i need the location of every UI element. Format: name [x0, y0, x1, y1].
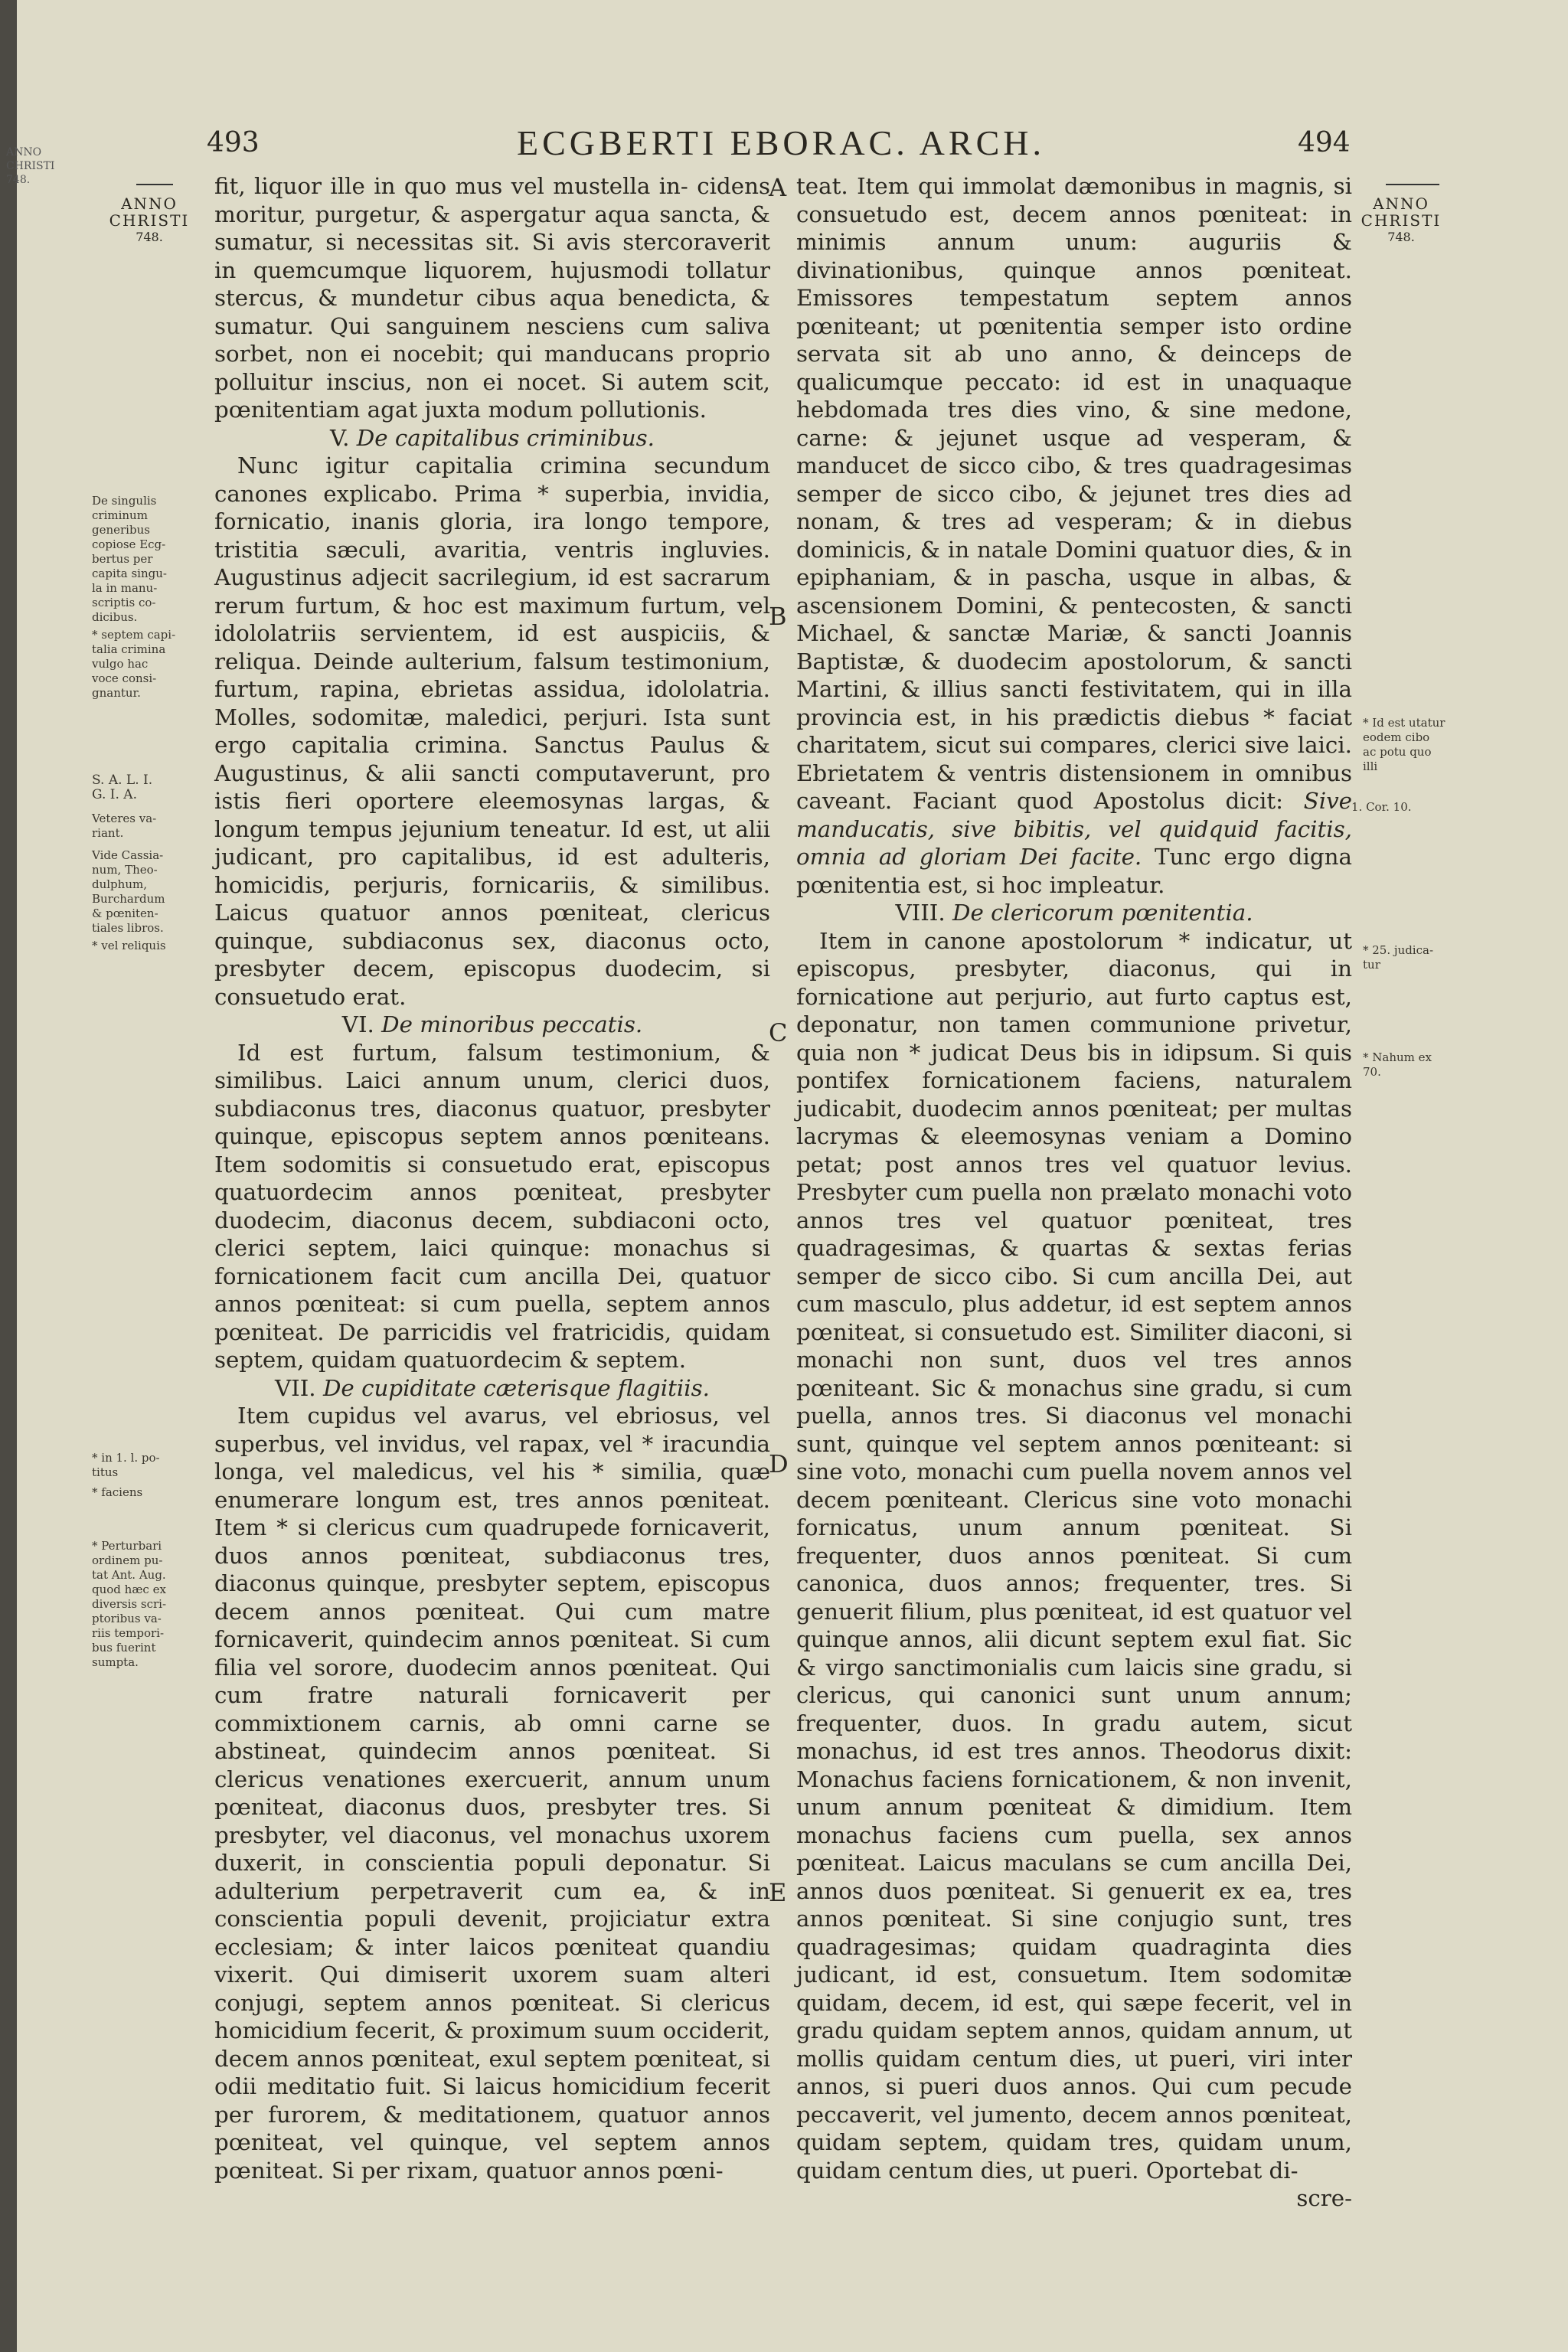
paragraph: fit, liquor ille in quo mus vel mustella in- cidens moritur, purgetur, & aspergatur aqua sancta, & sumatur, si necessitas sit. Si avis stercoraverit in quemcumque liquorem, hujusmodi tollatur stercus, & mundetur cibus aqua benedicta, & sumatur. Qui sanguinem nesciens cum saliva sorbet, non ei nocebit; qui manducans proprio polluitur inscius, non ei nocet. Si autem scit, pœnitentiam agat juxta modum pollutionis.: [214, 173, 770, 423]
note-line: scriptis co-: [92, 596, 156, 609]
note-line: * faciens: [92, 1485, 143, 1499]
paragraph: Id est furtum, falsum testimonium, & similibus. Laici annum unum, clerici duos, subdiaconus tres, diaconus quatuor, presbyter quinque, episcopus septem annos pœniteans. Item sodomitis si consuetudo erat, episcopus quatuordecim annos pœniteat, presbyter duodecim, diaconus decem, subdiaconi octo, clerici septem, laici quinque: monachus si fornicationem facit cum ancilla Dei, quatuor annos pœniteat: si cum puella, septem annos pœniteat. De parricidis vel fratricidis, quidam septem, quidam quatuordecim & septem.: [214, 1039, 770, 1373]
note-line: titus: [92, 1465, 119, 1479]
note-line: Burchardum: [92, 892, 165, 906]
heading-text: De cupiditate cæterisque flagitiis.: [322, 1374, 710, 1401]
note-line: criminum: [92, 508, 148, 522]
section-heading-vi: [214, 1011, 770, 1039]
year-note-christi: CHRISTI: [1361, 211, 1442, 230]
sidenote-septem-capitalia: [92, 628, 207, 701]
paragraph: Item in canone apostolorum * indicatur, ut episcopus, presbyter, diaconus, qui in fornicatione aut perjurio, aut furto captus est, deponatur, non tamen communione privetur, quia non * judicat Deus bis in idipsum. Si quis pontifex fornicationem faciens, naturalem judicabit, duodecim annos pœniteat; per multas lacrymas & eleemosynas veniam a Domino petat; post annos tres vel quatuor levius. Presbyter cum puella non prælato monachi voto annos tres vel quatuor pœniteat, tres quadragesimas, & quartas & sextas ferias semper de sicco cibo. Si cum ancilla Dei, aut cum masculo, plus addetur, id est septem annos pœniteat, si consuetudo est. Similiter diaconi, si monachi non sunt, duos vel tres annos pœniteant. Sic & monachus sine gradu, si cum puella, annos tres. Si diaconus vel monachi sunt, quinque vel septem annos pœniteant: si sine voto, monachi cum puella novem annos vel decem pœniteant. Clericus sine voto monachi fornicatus, unum annum pœniteat. Si frequenter, duos annos pœniteat. Si cum canonica, duos annos; frequenter, tres. Si genuerit filium, plus pœniteat, id est quatuor vel quinque annos, alii dicunt septem exul fiat. Sic & virgo sanctimonialis cum laicis sine gradu, si clericus, qui canonici sunt unum annum; frequenter, duos. In gradu autem, sicut monachus, id est tres annos. Theodorus dixit: Monachus faciens fornicationem, & non invenit, unum annum pœniteat & dimidium. Item monachus faciens cum puella, sex annos pœniteat. Laicus maculans se cum ancilla Dei, annos duos pœniteat. Si genuerit ex ea, tres annos pœniteat. Si sine conjugio sunt, tres quadragesimas; quidam quadraginta dies judicant, id est, consuetum. Item sodomitæ quidam, decem, id est, qui sæpe fecerit, vel in gradu quidam septem annos, quidam annum, ut mollis quidam centum dies, ut pueri, viri inter annos, si pueri duos annos. Qui cum pecude peccaverit, vel jumento, decem annos pœniteat, quidam septem, quidam tres, quidam unum, quidam centum dies, ut pueri. Oportebat di-: [796, 927, 1352, 2184]
note-line: riis tempori-: [92, 1626, 165, 1640]
note-line: eodem cibo: [1363, 730, 1430, 744]
note-line: & pœniten-: [92, 906, 158, 920]
paragraph: Nunc igitur capitalia crimina secundum canones explicabo. Prima * superbia, invidia, fornicatio, inanis gloria, ira longo tempore, tristitia sæculi, avaritia, ventris ingluvies. Augustinus adjecit sacrilegium, id est sacrarum rerum furtum, & hoc est maximum furtum, vel idololatriis servientem, id est auspiciis, & reliqua. Deinde aulterium, falsum testimonium, furtum, rapina, ebrietas assidua, idololatria. Molles, sodomitæ, maledici, perjuri. Ista sunt ergo capitalia crimina. Sanctus Paulus & Augustinus, & alii sancti computaverunt, pro istis fieri oportere eleemosynas largas, & longum tempus jejunium teneatur. Id est, ut alii judicant, pro capitalibus, id est adulteris, homicidis, perjuris, fornicariis, & similibus. Laicus quatuor annos pœniteat, clericus quinque, subdiaconus sex, diaconus octo, presbyter decem, episcopus duodecim, si consuetudo erat.: [214, 452, 770, 1010]
note-line: la in manu-: [92, 581, 158, 595]
year-note-left: [107, 195, 191, 246]
sidenote-faciens: [92, 1485, 207, 1500]
note-line: * Perturbari: [92, 1539, 162, 1553]
sidenote-saligia: [92, 773, 207, 802]
prev-edge-line: CHRISTI: [6, 160, 55, 172]
year-note-right: [1359, 195, 1443, 246]
header-rule-right: [1386, 184, 1439, 185]
note-line: voce consi-: [92, 671, 157, 685]
sidenote-cor: [1351, 800, 1466, 815]
note-line: dulphum,: [92, 877, 147, 891]
note-line: bus fuerint: [92, 1641, 156, 1655]
note-line: tiales libros.: [92, 921, 164, 935]
right-column: [796, 172, 1352, 2213]
year-note-anno: ANNO: [121, 194, 178, 213]
heading-number: V.: [330, 424, 350, 451]
sidenote-de-singulis: [92, 494, 207, 625]
note-line: capita singu-: [92, 567, 167, 580]
sidenote-judicatur: [1363, 943, 1478, 972]
catchword: scre-: [1296, 2185, 1352, 2211]
sidenote-perturbari: [92, 1539, 207, 1670]
section-heading-v: [214, 424, 770, 452]
note-line: diversis scri-: [92, 1597, 167, 1611]
note-line: 70.: [1363, 1065, 1381, 1079]
note-line: * Nahum ex: [1363, 1050, 1432, 1064]
note-line: sumpta.: [92, 1655, 139, 1669]
note-line: generibus: [92, 523, 150, 537]
prev-edge-line: 748.: [6, 174, 31, 186]
note-line: G. I. A.: [92, 787, 137, 802]
page-number-right: 494: [1298, 127, 1351, 158]
year-note-year: 748.: [136, 230, 163, 244]
prev-edge-line: ANNO: [6, 146, 42, 158]
page-number-left: 493: [207, 127, 260, 158]
paragraph-text: Tunc ergo digna pœnitentia est, si hoc impleatur.: [796, 844, 1352, 898]
section-letter-a: A: [769, 173, 787, 202]
sidenote-in-l-positus: [92, 1451, 207, 1480]
note-line: tur: [1363, 958, 1380, 972]
section-letter-c: C: [769, 1018, 788, 1047]
sidenote-nahum: [1363, 1050, 1478, 1080]
section-letter-d: D: [769, 1449, 789, 1478]
binding-gutter: [0, 0, 17, 2352]
section-heading-viii: [796, 899, 1352, 927]
sidenote-id-est-utatur: [1363, 716, 1478, 774]
note-line: bertus per: [92, 552, 153, 566]
note-line: ordinem pu-: [92, 1553, 163, 1567]
note-line: * vel reliquis: [92, 939, 166, 952]
note-line: * Id est utatur: [1363, 716, 1446, 730]
header-rule-left: [136, 184, 173, 185]
sidenote-vide-cassianum: [92, 848, 207, 936]
note-line: ptoribus va-: [92, 1612, 162, 1625]
note-line: * in 1. l. po-: [92, 1451, 160, 1465]
year-note-christi: CHRISTI: [109, 211, 190, 230]
section-letter-b: B: [769, 602, 787, 631]
note-line: S. A. L. I.: [92, 773, 153, 788]
note-line: vulgo hac: [92, 657, 149, 671]
left-column: [214, 172, 770, 2184]
note-line: gnantur.: [92, 686, 141, 700]
section-heading-vii: [214, 1374, 770, 1403]
previous-page-edge: [6, 145, 55, 187]
note-line: dicibus.: [92, 610, 138, 624]
note-line: illi: [1363, 760, 1378, 773]
note-line: tat Ant. Aug.: [92, 1568, 166, 1582]
running-head: ECGBERTI EBORAC. ARCH.: [517, 123, 1045, 162]
note-line: quod hæc ex: [92, 1583, 166, 1596]
heading-number: VIII.: [895, 900, 946, 926]
year-note-year: 748.: [1387, 230, 1415, 244]
year-note-anno: ANNO: [1373, 194, 1429, 213]
note-line: Veteres va-: [92, 812, 157, 825]
note-line: Vide Cassia-: [92, 848, 164, 862]
note-line: * 25. judica-: [1363, 943, 1434, 957]
heading-text: De clericorum pœnitentia.: [952, 900, 1253, 926]
note-line: 1. Cor. 10.: [1351, 800, 1412, 814]
note-line: De singulis: [92, 494, 157, 508]
paragraph: Item cupidus vel avarus, vel ebriosus, vel superbus, vel invidus, vel rapax, vel * iracundia longa, vel maledicus, vel his * similia, quæ enumerare longum est, tres annos pœniteat. Item * si clericus cum quadrupede fornicaverit, duos annos pœniteat, subdiaconus tres, diaconus quinque, presbyter septem, episcopus decem annos pœniteat. Qui cum matre fornicaverit, quindecim annos pœniteat. Si cum filia vel sorore, duodecim annos pœniteat. Qui cum fratre naturali fornicaverit per commixtionem carnis, ab omni carne se abstineat, quindecim annos pœniteat. Si clericus venationes exercuerit, annum unum pœniteat, diaconus duos, presbyter tres. Si presbyter, vel diaconus, vel monachus uxorem duxerit, in conscientia populi deponatur. Si adulterium perpetraverit cum ea, & in conscientia populi devenit, projiciatur extra ecclesiam; & inter laicos pœniteat quandiu vixerit. Qui dimiserit uxorem suam alteri conjugi, septem annos pœniteat. Si clericus homicidium fecerit, & proximum suum occiderit, decem annos pœniteat, exul septem pœniteat, si odii meditatio fuit. Si laicus homicidium fecerit per furorem, & meditationem, quatuor annos pœniteat, vel quinque, vel septem annos pœniteat. Si per rixam, quatuor annos pœni-: [214, 1403, 770, 2184]
sidenote-veteres: [92, 812, 207, 841]
scripture-quote: Sive manducatis, sive bibitis, vel quidquid facitis, omnia ad gloriam Dei facite.: [796, 788, 1352, 870]
heading-number: VI.: [341, 1011, 374, 1037]
note-line: talia crimina: [92, 642, 166, 656]
sidenote-vel-reliquis: [92, 939, 207, 953]
note-line: riant.: [92, 826, 124, 840]
section-letter-e: E: [769, 1878, 787, 1907]
note-line: num, Theo-: [92, 863, 158, 877]
heading-text: De minoribus peccatis.: [381, 1011, 643, 1037]
note-line: ac potu quo: [1363, 745, 1432, 759]
heading-number: VII.: [274, 1374, 316, 1401]
note-line: copiose Ecg-: [92, 537, 166, 551]
paragraph: [796, 172, 1352, 899]
note-line: * septem capi-: [92, 628, 176, 642]
heading-text: De capitalibus criminibus.: [356, 424, 655, 451]
paragraph-text: teat. Item qui immolat dæmonibus in magnis, si consuetudo est, decem annos pœniteat: in minimis annum unum: auguriis & divinationibus, quinque annos pœniteat. Emissores tempestatum septem annos pœniteant; ut pœnitentia semper isto ordine servata sit ab uno anno, & deinceps de qualicumque peccato: id est in unaquaque hebdomada tres dies vino, & sine medone, carne: & jejunet usque ad vesperam, & manducet de sicco cibo, & tres quadragesimas semper de sicco cibo, & jejunet tres dies ad nonam, & tres ad vesperam; & in diebus dominicis, & in natale Domini quatuor dies, & in epiphaniam, & in pascha, usque in albas, & ascensionem Domini, & pentecosten, & sancti Michael, & sanctæ Mariæ, & sancti Joannis Baptistæ, & duodecim apostolorum, & sancti Martini, & illius sancti festivitatem, qui in illa provincia est, in his prædictis diebus * faciat charitatem, sicut sui compares, clerici sive laici. Ebrietatem & ventris distensionem in omnibus caveant. Faciant quod Apostolus dicit:: [796, 173, 1352, 814]
